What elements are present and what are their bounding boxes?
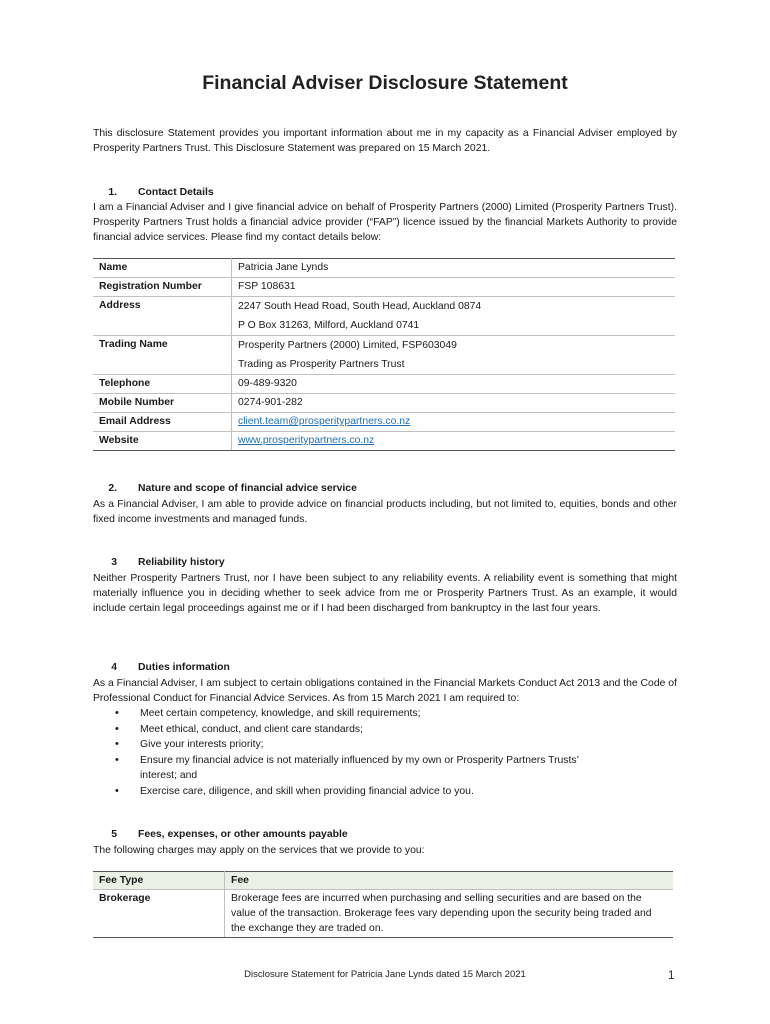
trading-line-1: Prosperity Partners (2000) Limited, FSP603049 bbox=[238, 340, 457, 351]
fee-type-cell: Brokerage bbox=[93, 890, 225, 938]
list-item: • Meet certain competency, knowledge, and skill requirements; bbox=[93, 706, 677, 722]
section-5-heading bbox=[93, 828, 677, 842]
section-3-body: Neither Prosperity Partners Trust, nor I have been subject to any reliability events. A reliability event is something that might materially influence you in deciding whether to seek advice from me or Prosperity Partners Trust. As an example, it would include certain legal proceedings against me or if I had been discharged from bankruptcy in the last four years. bbox=[93, 573, 677, 614]
trading-name-label: Trading Name bbox=[93, 336, 232, 375]
section-1-title: Contact Details bbox=[138, 187, 214, 198]
section-2-heading bbox=[93, 482, 677, 496]
fees-table bbox=[93, 871, 673, 938]
section-1-number: 1. bbox=[108, 187, 117, 198]
address-line-1: 2247 South Head Road, South Head, Auckland 0874 bbox=[238, 301, 482, 312]
email-link[interactable]: client.team@prosperitypartners.co.nz bbox=[238, 416, 411, 427]
fee-description-cell: Brokerage fees are incurred when purchasing and selling securities and are based on the value of the transaction. Brokerage fees vary depending upon the security being traded and the exchange they are traded on. bbox=[225, 890, 674, 938]
table-row bbox=[93, 375, 675, 394]
section-3-title: Reliability history bbox=[138, 557, 225, 568]
section-4-body: As a Financial Adviser, I am subject to certain obligations contained in the Financial Markets Conduct Act 2013 and the Code of Professional Conduct for Financial Advice Services. As from 15 March 2021 I am required to: bbox=[93, 678, 677, 704]
website-label: Website bbox=[93, 432, 232, 451]
section-3-number: 3 bbox=[111, 557, 117, 568]
section-4-number: 4 bbox=[111, 662, 117, 673]
section-4-heading bbox=[93, 661, 677, 675]
telephone-label: Telephone bbox=[93, 375, 232, 394]
table-row bbox=[93, 259, 675, 278]
section-1-body: I am a Financial Adviser and I give financial advice on behalf of Prosperity Partners (2000) Limited (Prosperity Partners Trust). Prosperity Partners Trust holds a financial advice provider (“FAP”) licence issued by the financial Markets Authority to provide financial advice services. Please find my contact details below: bbox=[93, 202, 677, 243]
registration-label: Registration Number bbox=[93, 278, 232, 297]
table-row bbox=[93, 394, 675, 413]
page-title: Financial Adviser Disclosure Statement bbox=[202, 72, 568, 94]
contact-details-table bbox=[93, 258, 675, 451]
email-label: Email Address bbox=[93, 413, 232, 432]
address-value bbox=[232, 297, 676, 336]
duties-list bbox=[93, 706, 677, 800]
section-5-title: Fees, expenses, or other amounts payable bbox=[138, 829, 348, 840]
address-line-2: P O Box 31263, Milford, Auckland 0741 bbox=[238, 320, 420, 331]
section-3-heading bbox=[93, 556, 677, 570]
section-4-title: Duties information bbox=[138, 662, 230, 673]
table-row bbox=[93, 278, 675, 297]
telephone-value: 09-489-9320 bbox=[232, 375, 676, 394]
list-item: • Give your interests priority; bbox=[93, 737, 677, 753]
section-1-heading bbox=[93, 186, 677, 200]
website-cell bbox=[232, 432, 676, 451]
list-item: • Meet ethical, conduct, and client care standards; bbox=[93, 722, 677, 738]
address-label: Address bbox=[93, 297, 232, 336]
trading-name-value bbox=[232, 336, 676, 375]
section-5-body: The following charges may apply on the services that we provide to you: bbox=[93, 845, 425, 856]
mobile-label: Mobile Number bbox=[93, 394, 232, 413]
section-5-number: 5 bbox=[111, 829, 117, 840]
page-footer: Disclosure Statement for Patricia Jane Lynds dated 15 March 2021 bbox=[244, 969, 526, 980]
table-header-row bbox=[93, 872, 673, 890]
email-cell bbox=[232, 413, 676, 432]
registration-value: FSP 108631 bbox=[232, 278, 676, 297]
section-2-body: As a Financial Adviser, I am able to provide advice on financial products including, but not limited to, equities, bonds and other fixed income investments and managed funds. bbox=[93, 499, 677, 525]
page-number: 1 bbox=[668, 970, 675, 982]
fee-type-header: Fee Type bbox=[93, 872, 225, 890]
intro-paragraph: This disclosure Statement provides you important information about me in my capacity as a Financial Adviser employed by Prosperity Partners Trust. This Disclosure Statement was prepared on 15 March 2021. bbox=[93, 128, 677, 154]
mobile-value: 0274-901-282 bbox=[232, 394, 676, 413]
table-row bbox=[93, 297, 675, 336]
section-2-number: 2. bbox=[108, 483, 117, 494]
fee-header: Fee bbox=[225, 872, 674, 890]
trading-line-2: Trading as Prosperity Partners Trust bbox=[238, 359, 405, 370]
table-row bbox=[93, 413, 675, 432]
section-2-title: Nature and scope of financial advice service bbox=[138, 483, 357, 494]
list-item: • Ensure my financial advice is not materially influenced by my own or Prosperity Partners Trusts’ interest; and bbox=[93, 753, 677, 784]
website-link[interactable]: www.prosperitypartners.co.nz bbox=[238, 435, 375, 446]
table-row bbox=[93, 432, 675, 451]
table-row bbox=[93, 336, 675, 375]
name-value: Patricia Jane Lynds bbox=[232, 259, 676, 278]
list-item: • Exercise care, diligence, and skill when providing financial advice to you. bbox=[93, 784, 677, 800]
table-row bbox=[93, 890, 673, 938]
name-label: Name bbox=[93, 259, 232, 278]
